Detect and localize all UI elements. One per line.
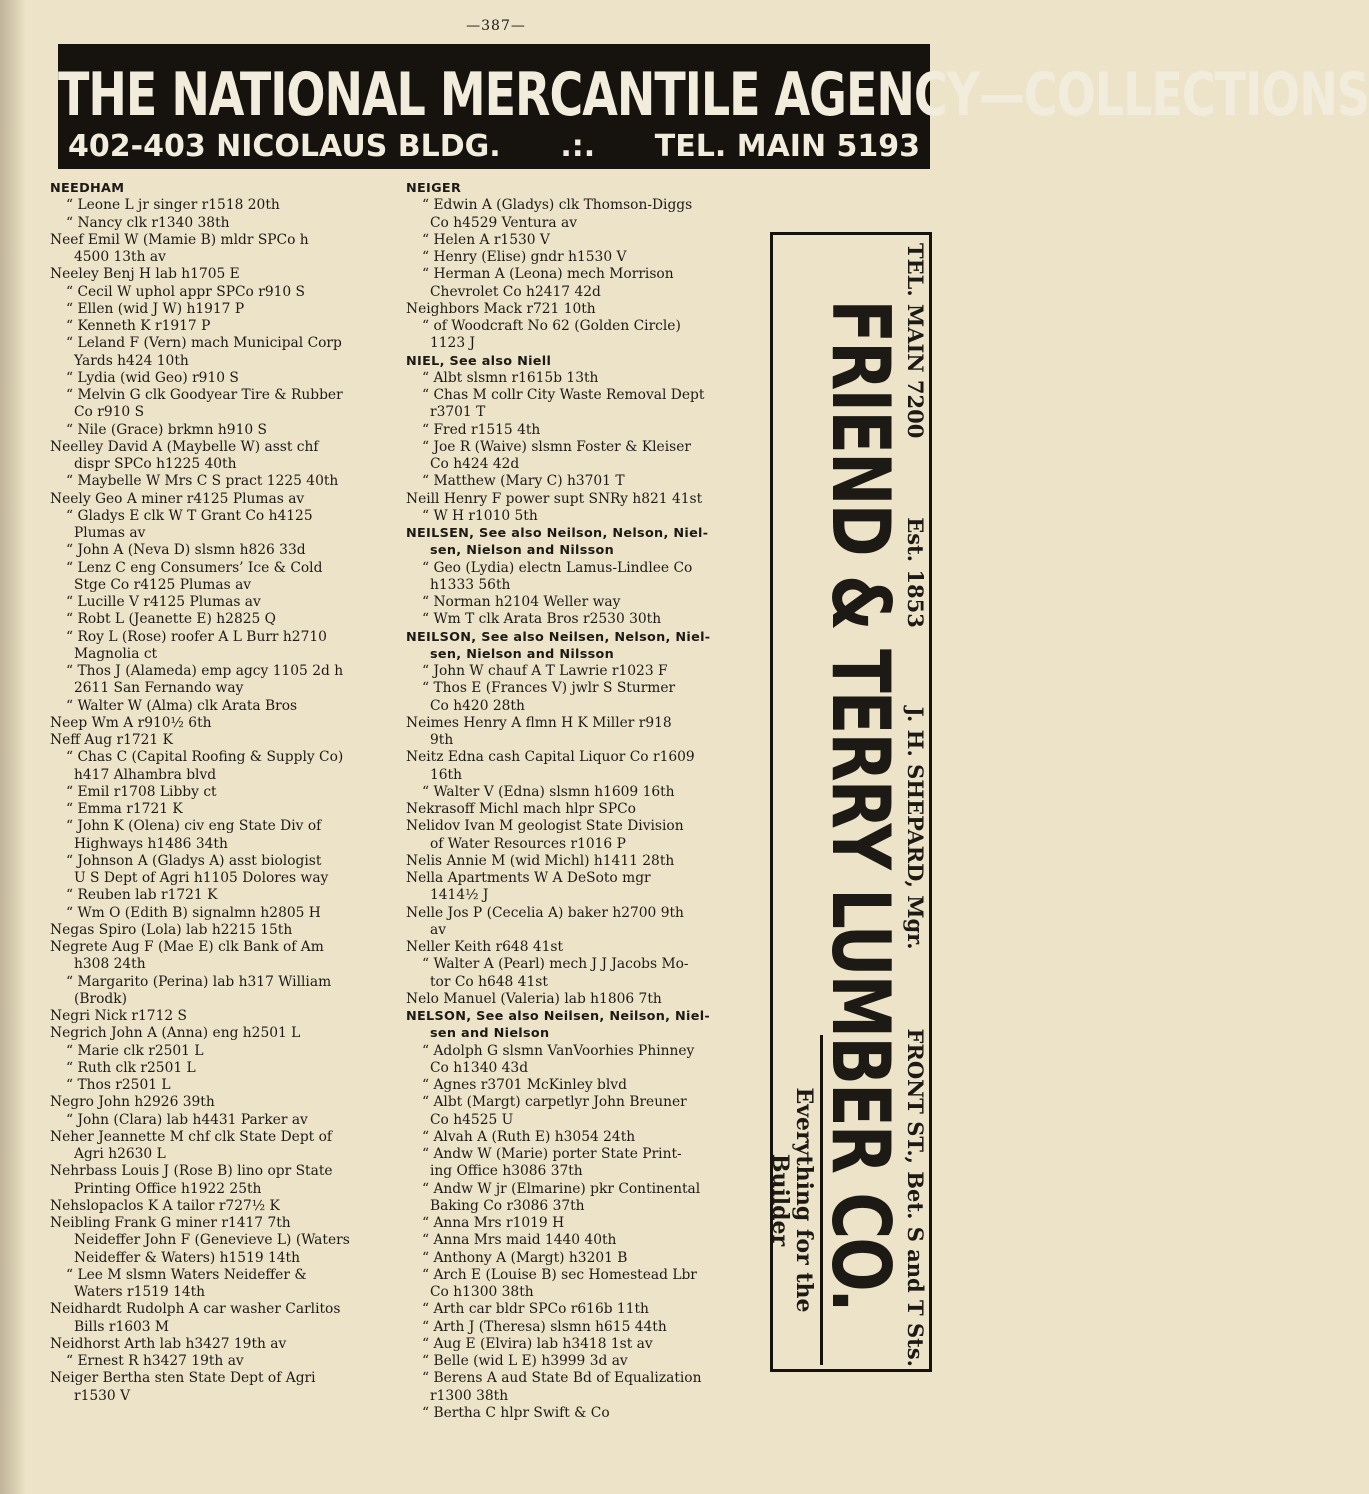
directory-entry: 9th <box>430 732 454 748</box>
directory-entry: “ Johnson A (Gladys A) asst biologist <box>66 852 322 869</box>
directory-entry: h1333 56th <box>430 576 511 593</box>
directory-entry: Neighbors Mack r721 10th <box>406 300 596 317</box>
directory-entry: Nehslopaclos K A tailor r727½ K <box>50 1197 280 1214</box>
directory-entry: “ Ellen (wid J W) h1917 P <box>66 300 245 317</box>
directory-column-right <box>406 180 768 1422</box>
binding-gutter <box>0 0 26 1494</box>
directory-entry: Neibling Frank G miner r1417 7th <box>50 1215 291 1231</box>
directory-entry: Neher Jeannette M chf clk State Dept of <box>50 1128 332 1145</box>
directory-entry: “ Walter V (Edna) slsmn h1609 16th <box>422 783 675 800</box>
directory-entry: “ Wm O (Edith B) signalmn h2805 H <box>66 904 321 921</box>
directory-entry: Baking Co r3086 37th <box>430 1197 585 1214</box>
directory-entry: “ Maybelle W Mrs C S pract 1225 40th <box>66 473 339 490</box>
directory-entry: “ Roy L (Rose) roofer A L Burr h2710 <box>66 628 327 645</box>
collections-agency-banner <box>58 44 1369 169</box>
directory-entry: r3701 T <box>430 404 486 421</box>
directory-entry: “ Lucille V r4125 Plumas av <box>66 594 261 610</box>
directory-entry: “ Arth J (Theresa) slsmn h615 44th <box>422 1318 667 1335</box>
directory-entry: “ Anna Mrs r1019 H <box>422 1215 565 1231</box>
banner-address: 402-403 NICOLAUS BLDG. <box>68 129 501 164</box>
directory-entry: Neef Emil W (Mamie B) mldr SPCo h <box>50 231 309 248</box>
directory-entry: “ Herman A (Leona) mech Morrison <box>422 266 674 283</box>
directory-entry: “ Edwin A (Gladys) clk Thomson-Diggs <box>422 197 693 214</box>
directory-entry: (Brodk) <box>74 990 127 1007</box>
directory-entry: Neidhorst Arth lab h3427 19th av <box>50 1335 287 1352</box>
directory-entry: h308 24th <box>74 956 146 973</box>
directory-entry: “ Emma r1721 K <box>66 801 183 817</box>
directory-entry: “ Matthew (Mary C) h3701 T <box>422 473 625 490</box>
directory-entry: “ Margarito (Perina) lab h317 William <box>66 973 332 990</box>
directory-entry: “ Kenneth K r1917 P <box>66 318 211 334</box>
ad-company-text: FRIEND & TERRY LUMBER CO. <box>812 299 906 1311</box>
directory-heading: NELSON, See also Neilsen, Neilson, Niel- <box>406 1009 710 1024</box>
directory-entry: “ John A (Neva D) slsmn h826 33d <box>66 542 306 559</box>
directory-entry: Co h424 42d <box>430 456 520 472</box>
directory-entry: “ Geo (Lydia) electn Lamus-Lindlee Co <box>422 559 693 576</box>
banner-phone: TEL. MAIN 5193 <box>654 129 920 164</box>
directory-entry: Negrete Aug F (Mae E) clk Bank of Am <box>50 939 324 955</box>
directory-entry: “ Andw W (Marie) porter State Print- <box>422 1146 682 1162</box>
directory-entry: Highways h1486 34th <box>74 835 228 852</box>
directory-entry: Neideffer John F (Genevieve L) (Waters <box>74 1232 350 1249</box>
directory-entry: Nelle Jos P (Cecelia A) baker h2700 9th <box>406 904 684 921</box>
directory-entry: “ of Woodcraft No 62 (Golden Circle) <box>422 318 681 334</box>
directory-entry: Nelidov Ivan M geologist State Division <box>406 818 684 835</box>
directory-entry: “ Lenz C eng Consumers’ Ice & Cold <box>66 559 323 576</box>
directory-entry: “ Nile (Grace) brkmn h910 S <box>66 421 267 438</box>
directory-entry: “ Lee M slsmn Waters Neideffer & <box>66 1266 307 1283</box>
directory-entry: “ Cecil W uphol appr SPCo r910 S <box>66 283 305 300</box>
directory-entry: Yards h424 10th <box>74 352 189 369</box>
directory-entry: “ Reuben lab r1721 K <box>66 887 218 904</box>
directory-column-left <box>50 180 396 1405</box>
ad-tagline-line-1: Everything for the <box>791 1087 817 1313</box>
directory-entry: ing Office h3086 37th <box>430 1163 583 1180</box>
directory-entry: “ Norman h2104 Weller way <box>422 594 621 610</box>
directory-entry: “ John K (Olena) civ eng State Div of <box>66 818 322 835</box>
banner-title: THE NATIONAL MERCANTILE AGENCY—COLLECTIONS <box>58 59 1369 130</box>
directory-entry: Neelley David A (Maybelle W) asst chf <box>50 438 319 455</box>
directory-entry: “ Joe R (Waive) slsmn Foster & Kleiser <box>422 438 691 455</box>
directory-entry: “ Thos r2501 L <box>66 1077 171 1093</box>
directory-entry: Neeley Benj H lab h1705 E <box>50 266 240 283</box>
directory-entry: “ Berens A aud State Bd of Equalization <box>422 1370 702 1387</box>
directory-entry: Nelo Manuel (Valeria) lab h1806 7th <box>406 990 662 1007</box>
directory-entry: “ Marie clk r2501 L <box>66 1042 204 1059</box>
directory-heading: NEEDHAM <box>50 181 125 196</box>
directory-entry: “ Thos J (Alameda) emp agcy 1105 2d h <box>66 663 344 679</box>
directory-entry: Neiger Bertha sten State Dept of Agri <box>50 1370 316 1387</box>
directory-entry: “ Emil r1708 Libby ct <box>66 783 217 800</box>
directory-entry: Plumas av <box>74 525 146 541</box>
directory-entry: Neller Keith r648 41st <box>406 939 564 955</box>
directory-entry: sen and Nielson <box>430 1026 550 1042</box>
directory-entry: “ Thos E (Frances V) jwlr S Sturmer <box>422 680 676 697</box>
page-number: —387— <box>466 18 526 34</box>
directory-entry: Neideffer & Waters) h1519 14th <box>74 1249 300 1266</box>
directory-entry: “ Anna Mrs maid 1440 40th <box>422 1232 617 1249</box>
directory-entry: of Water Resources r1016 P <box>430 835 626 852</box>
directory-entry: Nehrbass Louis J (Rose B) lino opr State <box>50 1163 333 1180</box>
directory-entry: “ Helen A r1530 V <box>422 231 550 248</box>
directory-entry: “ Leland F (Vern) mach Municipal Corp <box>66 335 342 352</box>
ad-tagline-line-2: Builder <box>767 1153 793 1247</box>
directory-entry: r1300 38th <box>430 1387 509 1404</box>
directory-entry: Negro John h2926 39th <box>50 1094 215 1111</box>
banner-contact-row <box>68 129 920 165</box>
directory-entry: tor Co h648 41st <box>430 973 548 990</box>
directory-entry: Neely Geo A miner r4125 Plumas av <box>50 490 305 507</box>
directory-entry: dispr SPCo h1225 40th <box>74 456 237 472</box>
directory-entry: “ Albt (Margt) carpetlyr John Breuner <box>422 1094 687 1111</box>
directory-entry: “ Robt L (Jeanette E) h2825 Q <box>66 611 276 628</box>
directory-entry: Co h4529 Ventura av <box>430 214 578 231</box>
directory-entry: “ Lydia (wid Geo) r910 S <box>66 369 239 386</box>
directory-entry: sen, Nielson and Nilsson <box>430 646 615 662</box>
directory-entry: Co h1340 43d <box>430 1059 529 1076</box>
directory-entry: “ Fred r1515 4th <box>422 421 541 438</box>
ad-rotated-content <box>767 235 935 1375</box>
directory-entry: Nekrasoff Michl mach hlpr SPCo <box>406 801 636 817</box>
directory-entry: U S Dept of Agri h1105 Dolores way <box>74 870 329 886</box>
directory-entry: Stge Co r4125 Plumas av <box>74 576 252 593</box>
directory-entry: 16th <box>430 766 462 783</box>
lumber-company-advertisement <box>767 232 932 1372</box>
directory-entry: “ Chas C (Capital Roofing & Supply Co) <box>66 749 344 766</box>
directory-entry: “ Nancy clk r1340 38th <box>66 214 230 231</box>
directory-entry: Co h420 28th <box>430 697 525 714</box>
directory-entry: Neidhardt Rudolph A car washer Carlitos <box>50 1301 341 1318</box>
directory-entry: “ Henry (Elise) gndr h1530 V <box>422 249 627 265</box>
directory-entry: “ John W chauf A T Lawrie r1023 F <box>422 663 668 679</box>
directory-entry: Co h4525 U <box>430 1111 514 1128</box>
directory-heading: NEILSEN, See also Neilson, Nelson, Niel- <box>406 526 709 541</box>
ad-company-name <box>812 239 906 1371</box>
directory-entry: “ Arch E (Louise B) sec Homestead Lbr <box>422 1266 697 1283</box>
directory-entry: Neitz Edna cash Capital Liquor Co r1609 <box>406 749 695 766</box>
directory-heading: NIEL, See also Niell <box>406 353 552 369</box>
directory-entry: Nella Apartments W A DeSoto mgr <box>406 870 651 886</box>
directory-entry: “ Albt slsmn r1615b 13th <box>422 369 599 386</box>
directory-entry: Neff Aug r1721 K <box>50 732 173 748</box>
directory-entry: r1530 V <box>74 1387 131 1404</box>
directory-entry: 4500 13th av <box>74 249 166 265</box>
directory-entry: “ Belle (wid L E) h3999 3d av <box>422 1353 628 1369</box>
ad-phone: TEL. MAIN 7200 <box>903 243 928 439</box>
ad-location: FRONT ST., Bet. S and T Sts. <box>903 1028 928 1367</box>
directory-entry: “ Ernest R h3427 19th av <box>66 1353 244 1369</box>
directory-entry: Negri Nick r1712 S <box>50 1008 187 1024</box>
directory-entry: 2611 San Fernando way <box>74 680 244 697</box>
directory-entry: “ John (Clara) lab h4431 Parker av <box>66 1111 308 1128</box>
directory-entry: “ Anthony A (Margt) h3201 B <box>422 1249 628 1266</box>
directory-entry: “ Gladys E clk W T Grant Co h4125 <box>66 507 313 524</box>
directory-entry: Negrich John A (Anna) eng h2501 L <box>50 1025 301 1042</box>
directory-entry: “ Walter A (Pearl) mech J J Jacobs Mo- <box>422 956 689 973</box>
directory-entry: Neimes Henry A flmn H K Miller r918 <box>406 714 672 731</box>
directory-entry: “ Bertha C hlpr Swift & Co <box>422 1404 610 1421</box>
directory-entry: Negas Spiro (Lola) lab h2215 15th <box>50 921 293 938</box>
directory-entry: “ Leone L jr singer r1518 20th <box>66 197 280 214</box>
directory-entry: Co h1300 38th <box>430 1284 534 1300</box>
ad-tagline <box>768 1035 823 1365</box>
directory-entry: “ Ruth clk r2501 L <box>66 1059 196 1076</box>
directory-entry: “ Agnes r3701 McKinley blvd <box>422 1077 627 1093</box>
directory-entry: Neep Wm A r910½ 6th <box>50 714 212 731</box>
directory-entry: “ Andw W jr (Elmarine) pkr Continental <box>422 1180 701 1197</box>
directory-entry: Neill Henry F power supt SNRy h821 41st <box>406 490 703 507</box>
directory-entry: Agri h2630 L <box>74 1146 166 1162</box>
directory-entry: Chevrolet Co h2417 42d <box>430 283 601 300</box>
directory-entry: “ Melvin G clk Goodyear Tire & Rubber <box>66 387 343 403</box>
banner-separator: .:. <box>560 129 596 164</box>
directory-entry: “ Walter W (Alma) clk Arata Bros <box>66 697 298 714</box>
directory-entry: av <box>430 921 447 938</box>
directory-entry: “ W H r1010 5th <box>422 507 538 524</box>
directory-entry: Waters r1519 14th <box>74 1284 206 1300</box>
directory-entry: Bills r1603 M <box>74 1318 170 1335</box>
directory-entry: “ Wm T clk Arata Bros r2530 30th <box>422 611 662 628</box>
directory-entry: Nelis Annie M (wid Michl) h1411 28th <box>406 852 675 869</box>
directory-entry: 1123 J <box>430 335 476 352</box>
directory-entry: “ Arth car bldr SPCo r616b 11th <box>422 1301 649 1318</box>
directory-entry: sen, Nielson and Nilsson <box>430 543 615 559</box>
directory-heading: NEILSON, See also Neilsen, Nelson, Niel- <box>406 629 711 645</box>
directory-entry: “ Adolph G slsmn VanVoorhies Phinney <box>422 1042 695 1059</box>
directory-entry: h417 Alhambra blvd <box>74 766 217 783</box>
directory-entry: Magnolia ct <box>74 645 158 662</box>
ad-established: Est. 1853 <box>903 517 928 628</box>
directory-entry: “ Alvah A (Ruth E) h3054 24th <box>422 1128 636 1145</box>
ad-manager: J. H. SHEPARD, Mgr. <box>903 706 928 950</box>
directory-entry: “ Aug E (Elvira) lab h3418 1st av <box>422 1335 653 1352</box>
directory-heading: NEIGER <box>406 181 462 196</box>
directory-entry: Co r910 S <box>74 404 145 421</box>
directory-entry: 1414½ J <box>430 887 489 904</box>
directory-entry: Printing Office h1922 25th <box>74 1180 262 1197</box>
directory-entry: “ Chas M collr City Waste Removal Dept <box>422 387 705 403</box>
